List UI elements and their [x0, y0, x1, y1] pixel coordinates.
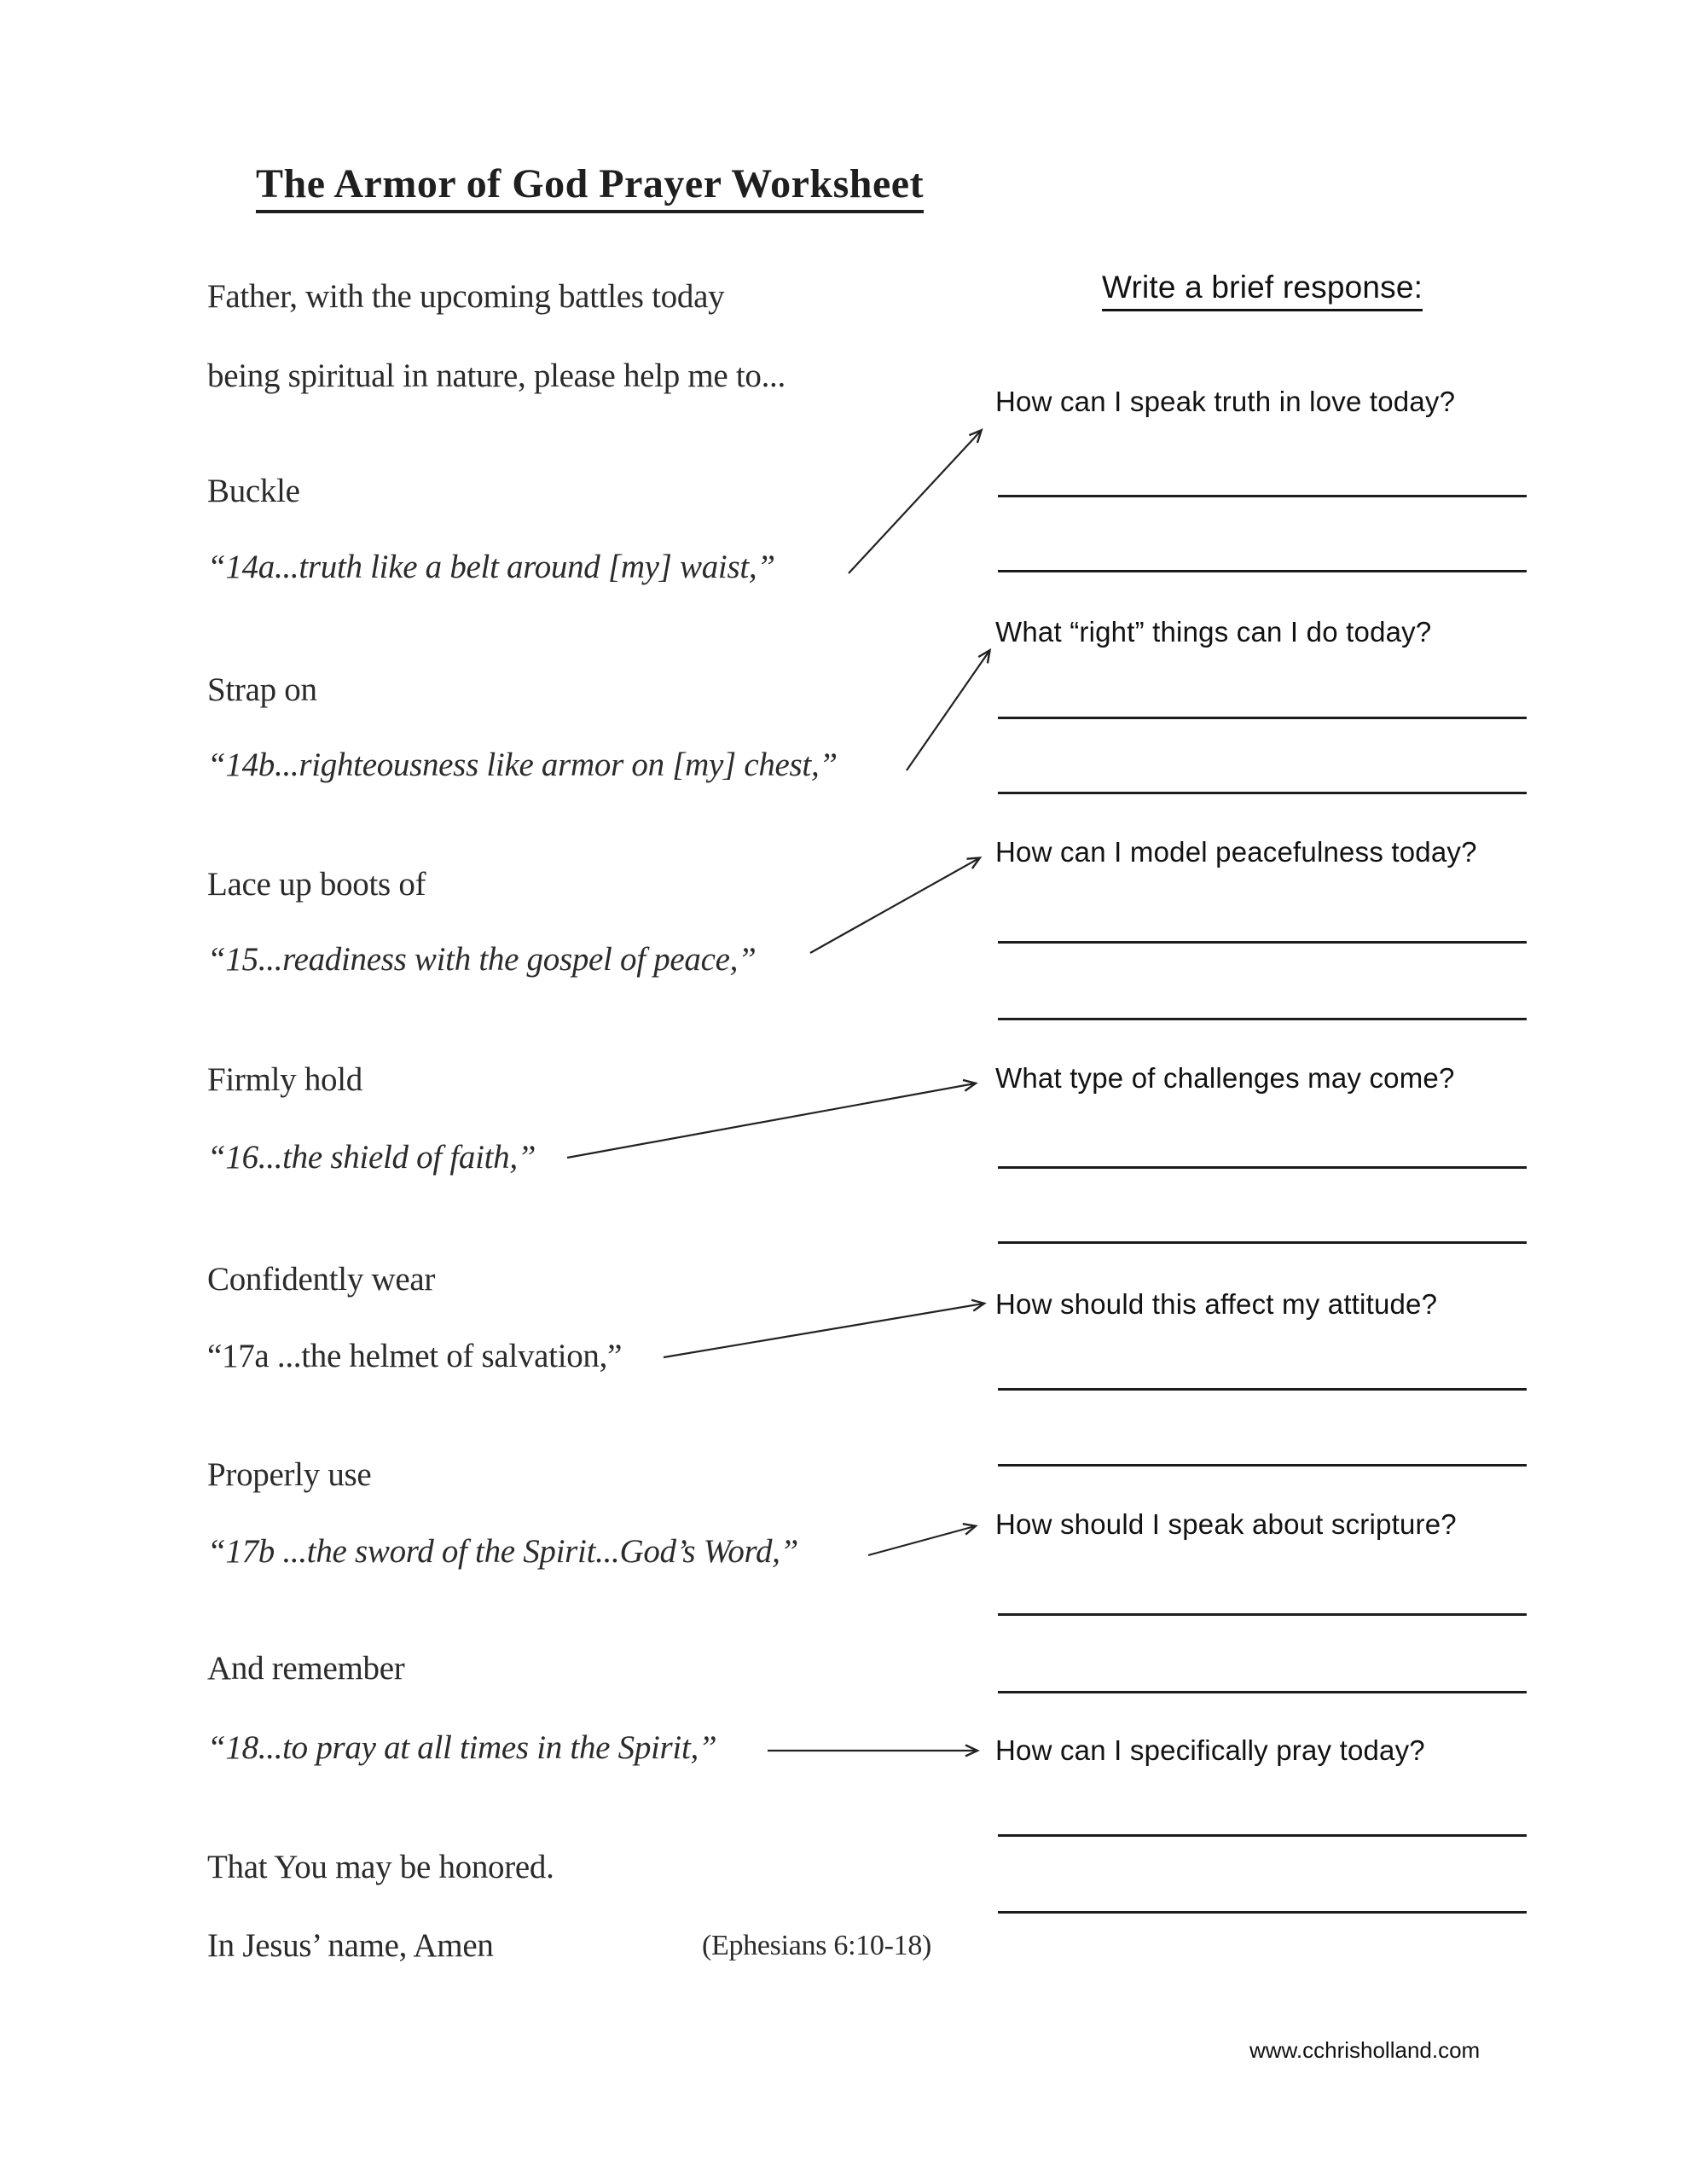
question-1: How can I speak truth in love today? [995, 386, 1456, 417]
question-7: How can I specifically pray today? [995, 1734, 1425, 1766]
scripture-quote-6: “17b ...the sword of the Spirit...God’s Word,” [207, 1533, 798, 1570]
question-2: What “right” things can I do today? [995, 616, 1432, 648]
question-3: How can I model peacefulness today? [995, 836, 1477, 868]
arrow-to-question-5 [664, 1304, 983, 1357]
response-line-2b[interactable] [998, 792, 1527, 794]
footer-url: www.cchrisholland.com [1249, 2037, 1481, 2063]
question-4: What type of challenges may come? [995, 1062, 1455, 1094]
response-line-7b[interactable] [998, 1911, 1527, 1914]
response-line-7a[interactable] [998, 1834, 1527, 1837]
arrow-to-question-2 [907, 651, 989, 770]
response-line-5a[interactable] [998, 1388, 1527, 1391]
intro-line-1: Father, with the upcoming battles today [207, 278, 725, 315]
closing-line-2: In Jesus’ name, Amen [207, 1927, 494, 1964]
action-label-5: Confidently wear [207, 1261, 436, 1298]
response-column-header: Write a brief response: [1102, 270, 1423, 311]
question-5: How should this affect my attitude? [995, 1288, 1438, 1320]
arrow-to-question-3 [810, 858, 979, 953]
scripture-quote-5: “17a ...the helmet of salvation,” [207, 1338, 623, 1374]
action-label-4: Firmly hold [207, 1061, 362, 1098]
action-label-3: Lace up boots of [207, 866, 426, 903]
response-line-1b[interactable] [998, 570, 1527, 572]
page-title: The Armor of God Prayer Worksheet [256, 160, 924, 213]
response-line-4a[interactable] [998, 1166, 1527, 1169]
response-line-6a[interactable] [998, 1613, 1527, 1616]
closing-line-1: That You may be honored. [207, 1849, 554, 1885]
response-line-5b[interactable] [998, 1464, 1527, 1467]
response-line-6b[interactable] [998, 1691, 1527, 1693]
response-line-3a[interactable] [998, 941, 1527, 944]
response-line-1a[interactable] [998, 495, 1527, 497]
scripture-quote-2: “14b...righteousness like armor on [my] chest,” [207, 746, 838, 783]
arrow-to-question-4 [567, 1083, 975, 1158]
action-label-1: Buckle [207, 473, 300, 509]
scripture-quote-3: “15...readiness with the gospel of peace,” [207, 941, 757, 978]
scripture-quote-7: “18...to pray at all times in the Spirit,” [207, 1729, 717, 1766]
arrow-to-question-6 [868, 1526, 975, 1555]
arrow-to-question-1 [849, 431, 981, 573]
question-6: How should I speak about scripture? [995, 1508, 1457, 1540]
response-line-4b[interactable] [998, 1241, 1527, 1244]
action-label-6: Properly use [207, 1456, 372, 1493]
action-label-2: Strap on [207, 671, 317, 708]
scripture-quote-1: “14a...truth like a belt around [my] waist,” [207, 549, 775, 585]
action-label-7: And remember [207, 1650, 405, 1687]
response-line-3b[interactable] [998, 1018, 1527, 1020]
intro-line-2: being spiritual in nature, please help me to... [207, 357, 786, 394]
scripture-quote-4: “16...the shield of faith,” [207, 1139, 536, 1176]
scripture-reference: (Ephesians 6:10-18) [702, 1930, 932, 1961]
response-line-2a[interactable] [998, 717, 1527, 719]
